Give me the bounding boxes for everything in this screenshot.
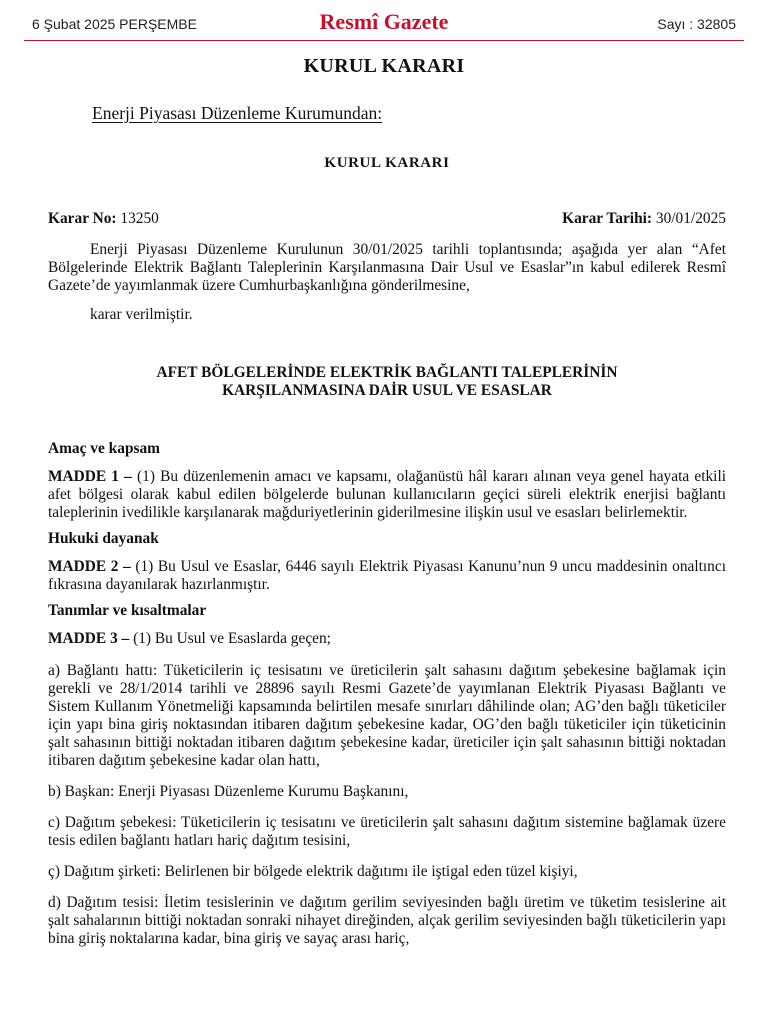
article-3-label: MADDE 3 – (48, 630, 130, 647)
decision-number (48, 210, 159, 228)
regulation-title-line: KARŞILANMASINA DAİR USUL VE ESASLAR (222, 382, 552, 399)
issue-number: Sayı : 32805 (657, 16, 736, 32)
closing-line: karar verilmiştir. (90, 306, 193, 323)
section-heading-purpose: Amaç ve kapsam (48, 440, 161, 457)
article-3 (48, 630, 726, 648)
decision-meta (48, 210, 726, 228)
article-2-text: (1) Bu Usul ve Esaslar, 6446 sayılı Elektrik Piyasası Kanunu’nun 9 uncu maddesinin onaltıncı fıkrasına dayanılarak hazırlanmıştır. (48, 558, 726, 593)
article-2 (48, 558, 726, 594)
regulation-title (48, 364, 726, 400)
page-title: KURUL KARARI (303, 55, 465, 77)
definition-item: a) Bağlantı hattı: Tüketicilerin iç tesisatını ve üreticilerin şalt sahasını dağıtım şebekesine bağlamak için gerekli ve 28/1/2014 tarihli ve 28896 sayılı Resmi Gazete’de yayımlanan Elektrik Piyasası Bağlantı ve Sistem Kullanım Yönetmeliği kapsamında belirtilen mesafe sınırları dâhilinde olan; AG’den bağlı tüketiciler için yapı bina giriş noktasından itibaren dağıtım şebekesine kadar, OG’den bağlı tüketiciler için tüketicinin şalt sahasının bittiği noktadan itibaren dağıtım şebekesine kadar, üreticiler için şalt sahasının bittiği noktadan itibaren dağıtım şebekesine kadar olan hattı, (48, 662, 726, 769)
definition-item: d) Dağıtım tesisi: İletim tesislerinin ve dağıtım gerilim seviyesinden bağlı üretim ve tüketim tesislerine ait şalt sahalarının bittiği noktadan sonraki nihayet direğinden, alçak gerilim seviyesinden bağlı tüketicilerin yapı bina giriş noktalarına kadar, bina giriş ve sayaç arası hariç, (48, 894, 726, 947)
decision-date-label: Karar Tarihi: (562, 210, 653, 227)
section-heading-legal-basis: Hukuki dayanak (48, 530, 159, 547)
decision-date (562, 210, 726, 228)
definition-item: ç) Dağıtım şirketi: Belirlenen bir bölgede elektrik dağıtımı ile iştigal eden tüzel kişiyi, (48, 863, 578, 880)
article-3-text: (1) Bu Usul ve Esaslarda geçen; (129, 630, 331, 647)
decision-number-label: Karar No: (48, 210, 117, 227)
issuing-authority: Enerji Piyasası Düzenleme Kurumundan: (92, 103, 383, 123)
decision-date-value: 30/01/2025 (652, 210, 726, 227)
issue-date: 6 Şubat 2025 PERŞEMBE (32, 16, 197, 32)
article-1 (48, 468, 726, 522)
article-1-label: MADDE 1 – (48, 468, 132, 485)
section-heading-definitions: Tanımlar ve kısaltmalar (48, 602, 207, 619)
article-1-text: (1) Bu düzenlemenin amacı ve kapsamı, olağanüstü hâl kararı alınan veya genel hayata etkili afet bölgesi olarak kabul edilen bölgelerde bulunan kullanıcıların geçici süreli elektrik enerjisi bağlantı taleplerinin ivedilikle karşılanarak mağduriyetlerinin giderilmesine ilişkin usul ve esasları belirlemektir. (48, 468, 726, 521)
decision-number-value: 13250 (116, 210, 159, 227)
regulation-title-line: AFET BÖLGELERİNDE ELEKTRİK BAĞLANTI TALEPLERİNİN (156, 364, 618, 381)
article-2-label: MADDE 2 – (48, 558, 131, 575)
definition-item: c) Dağıtım şebekesi: Tüketicilerin iç tesisatını ve üreticilerin şalt sahasını dağıtım sistemine bağlamak üzere tesis edilen bağlantı hatları hariç dağıtım tesisini, (48, 814, 726, 849)
intro-paragraph: Enerji Piyasası Düzenleme Kurulunun 30/01/2025 tarihli toplantısında; aşağıda yer alan “Afet Bölgelerinde Elektrik Bağlantı Taleplerinin Karşılanmasına Dair Usul ve Esaslar”ın kabul edilerek Resmî Gazete’de yayımlanmak üzere Cumhurbaşkanlığına gönderilmesine, (48, 241, 726, 294)
definition-item: b) Başkan: Enerji Piyasası Düzenleme Kurumu Başkanını, (48, 783, 409, 800)
decision-subtitle: KURUL KARARI (324, 155, 450, 171)
gazette-header (0, 0, 768, 40)
gazette-name: Resmî Gazete (319, 9, 449, 34)
document-body (48, 104, 726, 961)
header-divider (24, 40, 744, 41)
